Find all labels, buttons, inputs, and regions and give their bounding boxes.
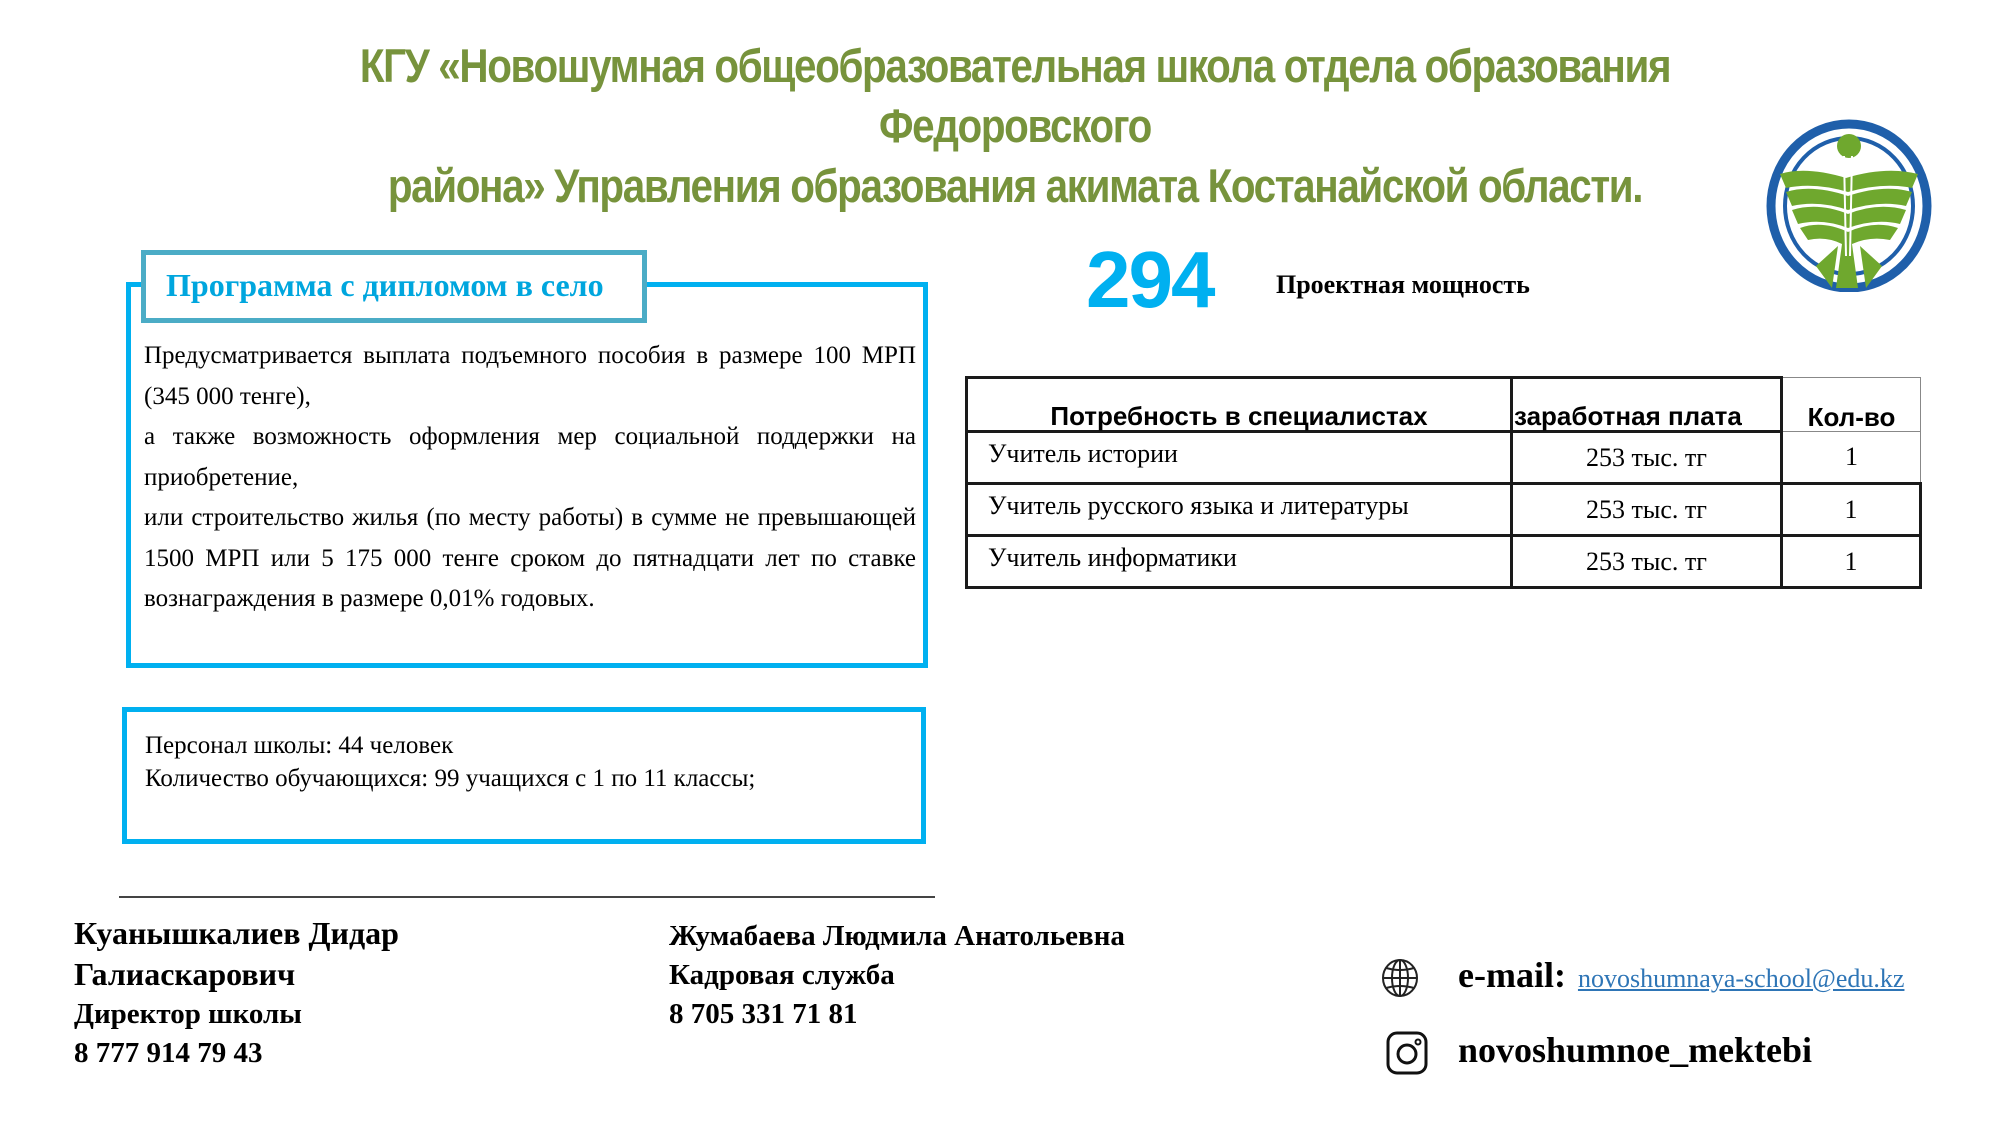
header-specialists: Потребность в специалистах — [967, 378, 1512, 432]
page-title — [228, 36, 1802, 216]
program-paragraph: а также возможность оформления мер социальной поддержки на приобретение, — [144, 423, 916, 491]
table-row — [967, 484, 1921, 536]
program-label: Программа с дипломом в село — [141, 250, 647, 323]
program-description — [144, 336, 916, 620]
director-phone: 8 777 914 79 43 — [74, 1037, 263, 1069]
hr-contact — [669, 917, 1125, 1034]
instagram-icon — [1385, 1030, 1429, 1076]
program-paragraph: или строительство жилья (по месту работы) в сумме не превышающей 1500 МРП или 5 175 000 тенге сроком до пятнадцати лет по ставке вознаграждения в размере 0,01% годовых. — [144, 504, 916, 612]
hr-department: Кадровая служба — [669, 959, 895, 991]
capacity-label: Проектная мощность — [1276, 270, 1530, 299]
hr-phone: 8 705 331 71 81 — [669, 998, 858, 1030]
cell-salary: 253 тыс. тг — [1512, 536, 1782, 588]
student-count: Количество обучающихся: 99 учащихся с 1 по 11 классы; — [145, 765, 756, 792]
title-line-2: района» Управления образования акимата Костанайской области. — [387, 159, 1643, 212]
hr-name: Жумабаева Людмила Анатольевна — [669, 920, 1125, 952]
cell-quantity: 1 — [1782, 484, 1921, 536]
cell-specialist: Учитель информатики — [967, 536, 1512, 588]
director-contact — [74, 913, 399, 1073]
program-paragraph: Предусматривается выплата подъемного пособия в размере 100 МРП (345 000 тенге), — [144, 342, 916, 410]
email-label: e-mail: — [1458, 955, 1566, 995]
director-name-line1: Куанышкалиев Дидар — [74, 915, 399, 951]
director-name-line2: Галиаскарович — [74, 956, 296, 992]
header-quantity: Кол-во — [1782, 378, 1921, 432]
specialists-needs-table — [965, 376, 1922, 589]
director-position: Директор школы — [74, 998, 302, 1030]
cell-salary: 253 тыс. тг — [1512, 484, 1782, 536]
cell-quantity: 1 — [1782, 536, 1921, 588]
table-row — [967, 536, 1921, 588]
header-salary: заработная плата — [1512, 378, 1782, 432]
table-row — [967, 432, 1921, 484]
capacity-value: 294 — [1086, 235, 1214, 324]
cell-quantity: 1 — [1782, 432, 1921, 484]
cell-specialist: Учитель истории — [967, 432, 1512, 484]
title-line-1: КГУ «Новошумная общеобразовательная школа отдела образования Федоровского — [359, 39, 1671, 152]
globe-icon — [1380, 956, 1420, 1000]
cell-salary: 253 тыс. тг — [1512, 432, 1782, 484]
footer-divider — [119, 896, 935, 898]
email-link[interactable]: novoshumnaya-school@edu.kz — [1577, 964, 1905, 993]
staff-info-box — [122, 707, 926, 844]
education-tree-logo-icon — [1766, 116, 1932, 292]
staff-count: Персонал школы: 44 человек — [145, 732, 454, 759]
table-header-row — [967, 378, 1921, 432]
instagram-handle[interactable]: novoshumnoe_mektebi — [1458, 1030, 1813, 1070]
cell-specialist: Учитель русского языка и литературы — [967, 484, 1512, 536]
